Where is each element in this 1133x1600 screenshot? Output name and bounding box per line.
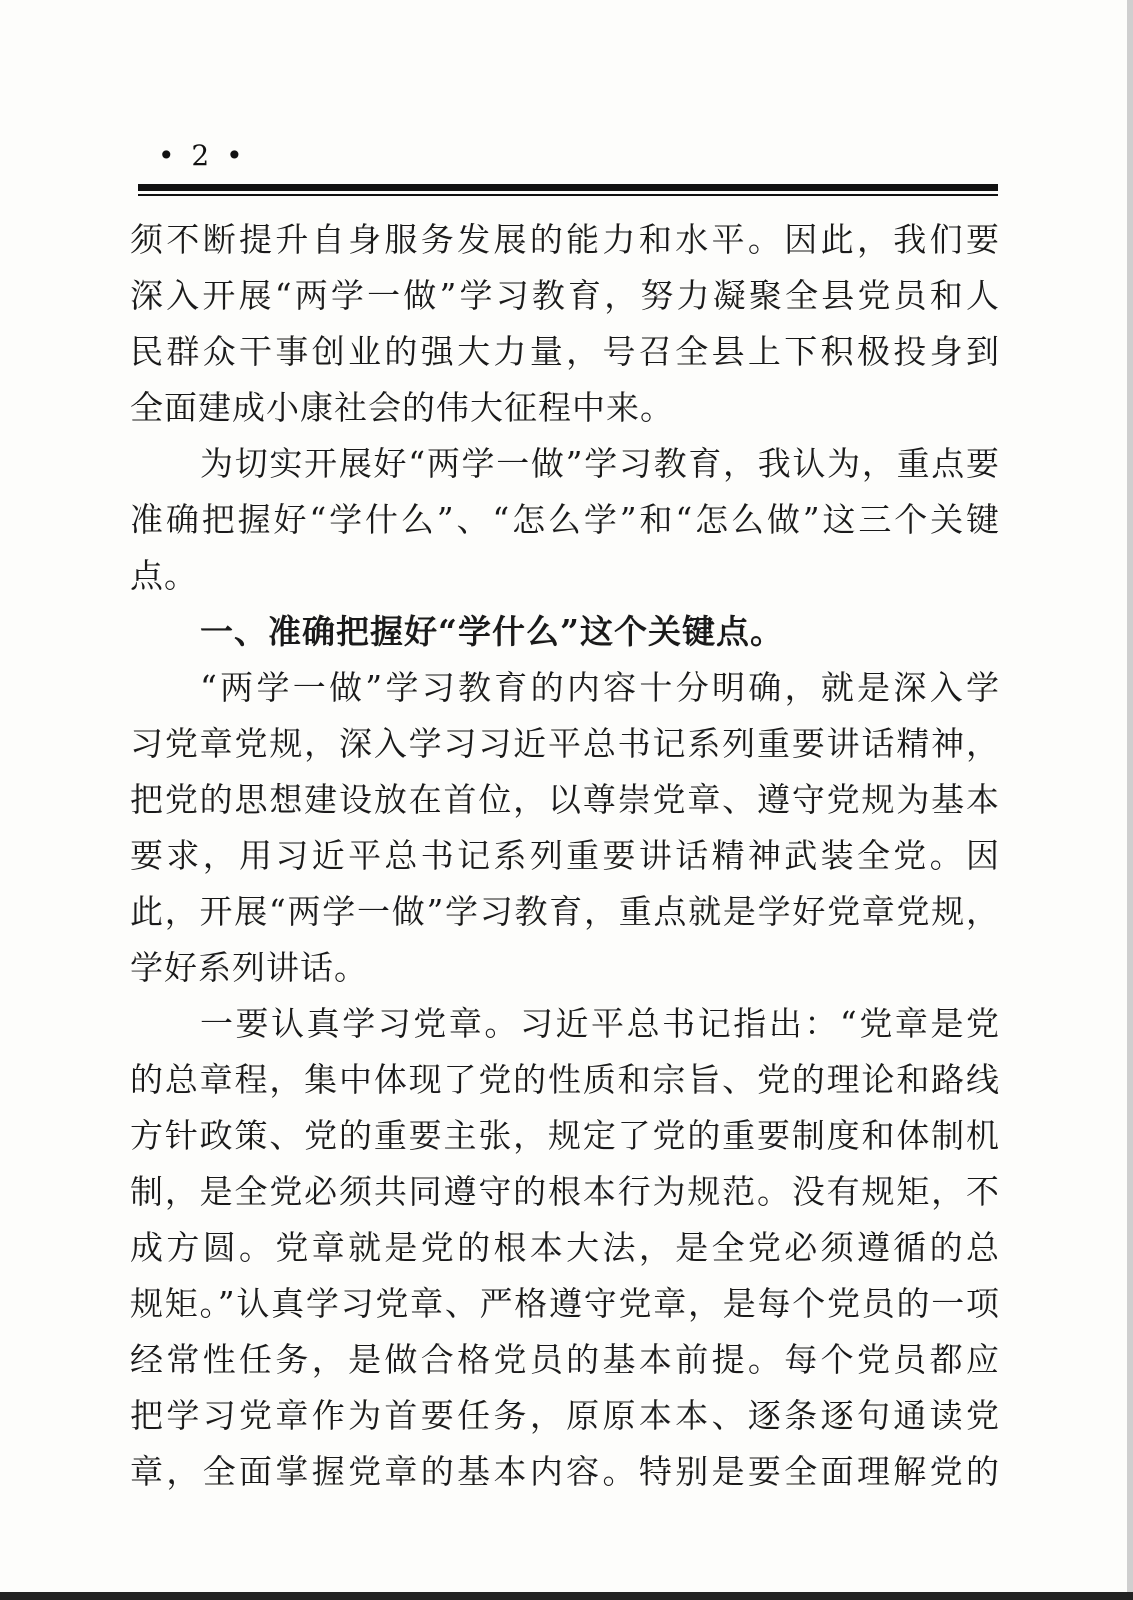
text-line: 要求，用习近平总书记系列重要讲话精神武装全党。因 — [130, 836, 1000, 875]
scan-edge-right — [1127, 0, 1133, 1600]
scan-edge-bottom — [0, 1592, 1133, 1600]
header-rule-thin — [138, 194, 998, 196]
body-text — [130, 212, 1000, 1500]
text-line: 规矩。”认真学习党章、严格遵守党章，是每个党员的一项 — [130, 1284, 1000, 1323]
text-line: 此，开展“两学一做”学习教育，重点就是学好党章党规， — [130, 892, 1000, 931]
paragraph-continuation — [130, 212, 1000, 436]
text-line: 全面建成小康社会的伟大征程中来。 — [130, 388, 674, 427]
text-line: 经常性任务，是做合格党员的基本前提。每个党员都应 — [130, 1340, 1000, 1379]
text-line: “两学一做”学习教育的内容十分明确，就是深入学 — [200, 668, 1000, 707]
page-header — [138, 140, 998, 196]
text-line: 准确把握好“学什么”、“怎么学”和“怎么做”这三个关键 — [130, 500, 1000, 539]
text-line: 方针政策、党的重要主张，规定了党的重要制度和体制机 — [130, 1116, 1000, 1155]
paragraph-content — [130, 660, 1000, 996]
text-line: 的总章程，集中体现了党的性质和宗旨、党的理论和路线 — [130, 1060, 1000, 1099]
page-number: • 2 • — [158, 139, 247, 172]
paragraph-intro — [130, 436, 1000, 604]
text-line: 民群众干事创业的强大力量，号召全县上下积极投身到 — [130, 332, 1000, 371]
text-line: 学好系列讲话。 — [130, 948, 368, 987]
text-line: 把学习党章作为首要任务，原原本本、逐条逐句通读党 — [130, 1396, 1000, 1435]
text-line: 为切实开展好“两学一做”学习教育，我认为，重点要 — [200, 444, 1000, 483]
text-line: 章，全面掌握党章的基本内容。特别是要全面理解党的 — [130, 1452, 1000, 1491]
text-line: 习党章党规，深入学习习近平总书记系列重要讲话精神， — [130, 724, 1000, 763]
section-heading: 一、准确把握好“学什么”这个关键点。 — [200, 612, 784, 651]
text-line: 须不断提升自身服务发展的能力和水平。因此，我们要 — [130, 220, 1000, 259]
paragraph-party-constitution — [130, 996, 1000, 1500]
text-line: 把党的思想建设放在首位，以尊崇党章、遵守党规为基本 — [130, 780, 1000, 819]
text-line: 成方圆。党章就是党的根本大法，是全党必须遵循的总 — [130, 1228, 1000, 1267]
text-line: 点。 — [130, 556, 198, 595]
header-rule-thick — [138, 184, 998, 191]
text-line: 深入开展“两学一做”学习教育，努力凝聚全县党员和人 — [130, 276, 1000, 315]
text-line: 制，是全党必须共同遵守的根本行为规范。没有规矩，不 — [130, 1172, 1000, 1211]
text-line: 一要认真学习党章。习近平总书记指出：“党章是党 — [200, 1004, 1000, 1043]
